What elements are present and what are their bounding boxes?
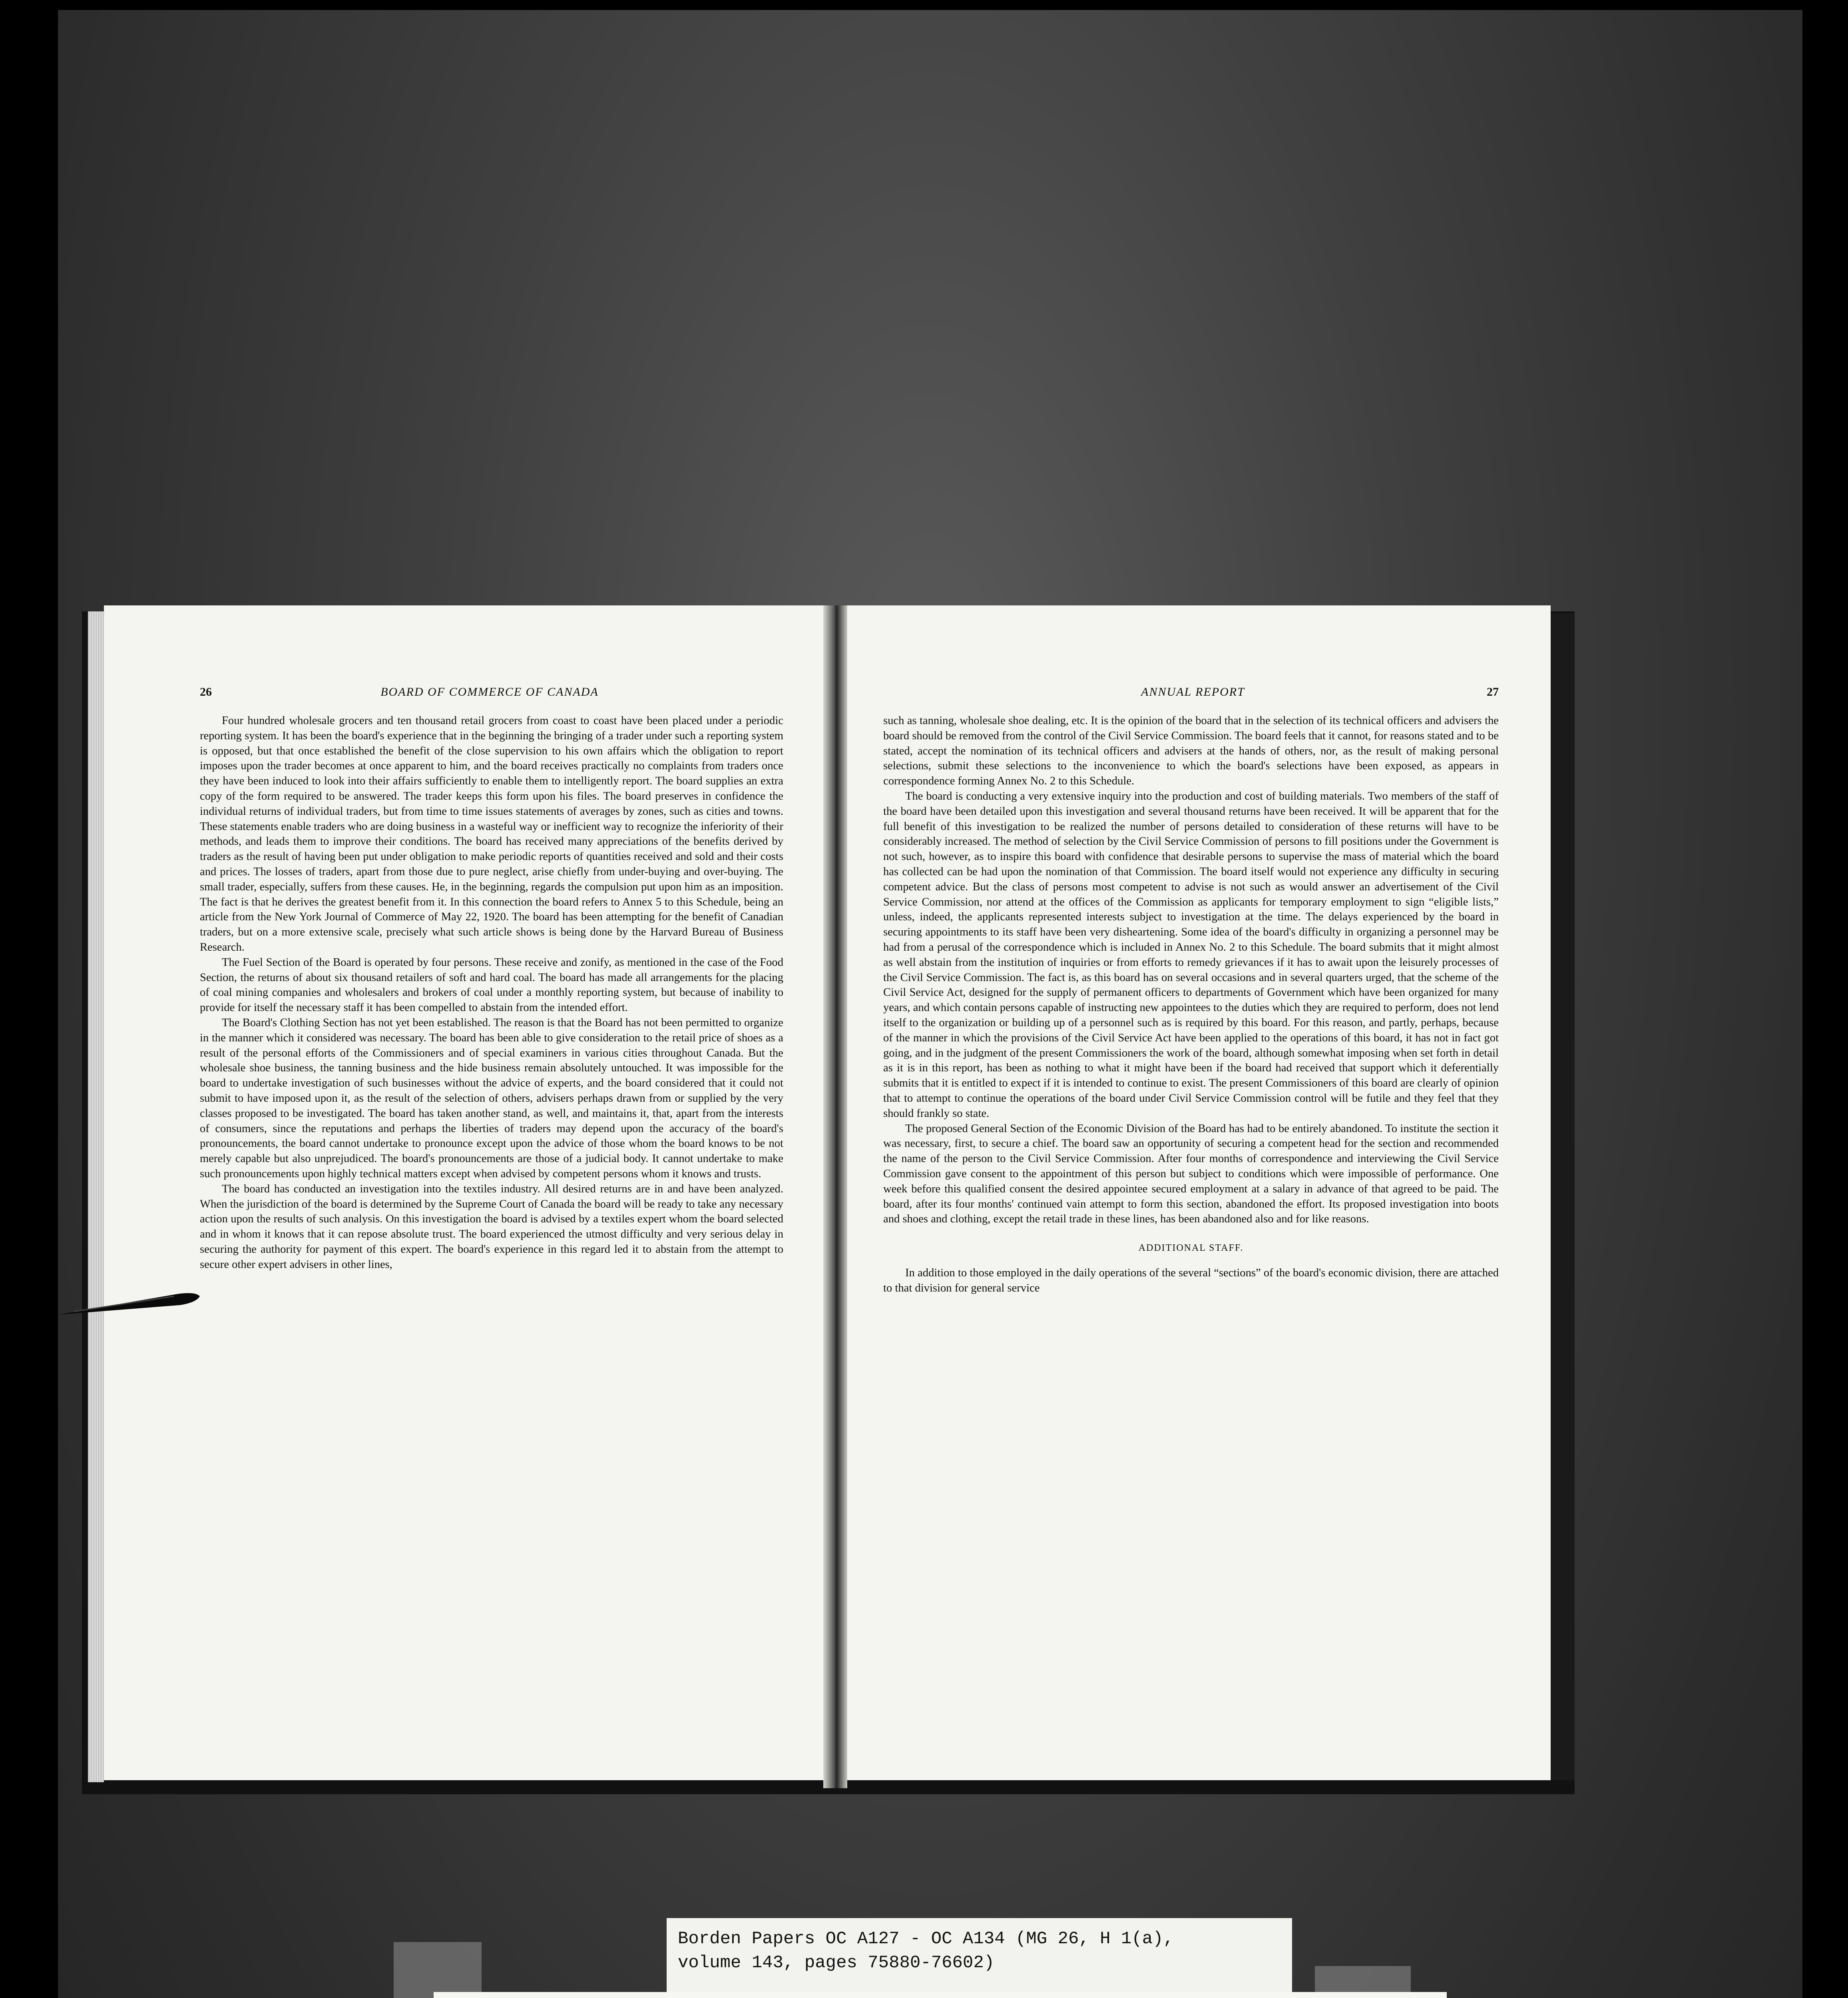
- reference-line-1: Borden Papers OC A127 - OC A134 (MG 26, H 1(a),: [678, 1929, 1174, 1949]
- right-running-head: [883, 685, 1499, 701]
- right-page-number: 27: [1486, 685, 1499, 699]
- book-cover-edge-right: [1551, 613, 1575, 1780]
- book-gutter: [823, 605, 847, 1788]
- right-page: [847, 605, 1551, 1780]
- left-paragraph: The Board's Clothing Section has not yet been established. The reason is that the Board has not been permitted to organize in the manner which it considered was necessary. The board has been able to give consideration to the retail price of shoes as a result of the personal efforts of the Commissioners and of special examiners in various cities throughout Canada. But the wholesale shoe business, the tanning business and the hide business remain absolutely untouched. It was impossible for the board to undertake investigation of such businesses without the advice of experts, and the board considered that it could not submit to have imposed upon it, as the result of the selection of others, advisers perhaps drawn from or supplied by the very classes proposed to be investigated. The board has taken another stand, as well, and maintains it, that, apart from the interests of consumers, since the reputations and perhaps the liberties of traders may depend upon the accuracy of the board's pronouncements, the board cannot undertake to pronounce except upon the advice of those whom the board knows to be not merely capable but also unprejudiced. The board's pronouncements are those of a judicial body. It cannot undertake to make such pronouncements upon highly technical matters except when advised by competent persons whom it knows and trusts.: [200, 1016, 783, 1180]
- left-paragraph: The Fuel Section of the Board is operated by four persons. These receive and zonify, as mentioned in the case of the Food Section, the returns of about six thousand retailers of soft and hard coal. The board has made all arrangements for the placing of coal mining companies and wholesalers and brokers of coal under a monthly reporting system, but because of inability to provide for itself the necessary staff it has been compelled to abstain from the intended effort.: [200, 956, 783, 1014]
- right-paragraph: such as tanning, wholesale shoe dealing, etc. It is the opinion of the board that in the selection of its technical officers and advisers the board should be removed from the control of the Civil Service Commission. The board feels that it cannot, for reasons stated and to be stated, accept the nomination of its technical officers and advisers at the hands of others, nor, as the result of making personal selections, submit these selections to the inconvenience to which the board's selections have been exposed, as appears in correspondence forming Annex No. 2 to this Schedule.: [883, 714, 1499, 788]
- left-page: [104, 605, 823, 1780]
- left-paragraph: The board has conducted an investigation into the textiles industry. All desired returns are in and have been analyzed. When the jurisdiction of the board is determined by the Supreme Court of Canada the board will be ready to take any necessary action upon the results of such analysis. On this investigation the board is advised by a textiles expert whom the board selected and in whom it knows that it can repose absolute trust. The board experienced the utmost difficulty and very serious delay in securing the authority for payment of this expert. The board's experience in this regard led it to abstain from the attempt to secure other expert advisers in other lines,: [200, 1182, 783, 1271]
- tape-strip-left: [394, 1942, 482, 1998]
- reference-line-2: volume 143, pages 75880-76602): [678, 1953, 995, 1973]
- reference-label: [667, 1918, 1292, 1994]
- left-body-text: [200, 713, 783, 1272]
- right-paragraph: In addition to those employed in the daily operations of the several “sections” of the board's economic division, there are attached to that division for general service: [883, 1267, 1499, 1294]
- pen-pointer-icon: [58, 1291, 202, 1319]
- archive-card: [434, 1992, 1447, 1998]
- section-heading: ADDITIONAL STAFF.: [1138, 1243, 1244, 1254]
- right-paragraph: The proposed General Section of the Economic Division of the Board has had to be entirely abandoned. To institute the section it was necessary, first, to secure a chief. The board saw an opportunity of securing a competent head for the section and recommended the name of the person to the Civil Service Commission. After four months of correspondence and interviewing the Civil Service Commission gave consent to the appointment of this person but subject to conditions which were impossible of performance. One week before this qualified consent the desired appointee secured employment at a salary in advance of that agreed to be paid. The board, after its four months' continued vain attempt to form this section, abandoned the effort. Its proposed investigation into boots and shoes and clothing, except the retail trade in these lines, has been abandoned also and for like reasons.: [883, 1122, 1499, 1226]
- left-running-title: BOARD OF COMMERCE OF CANADA: [380, 685, 599, 699]
- right-body-text: [883, 713, 1499, 1296]
- left-paragraph: Four hundred wholesale grocers and ten thousand retail grocers from coast to coast have been placed under a periodic reporting system. It has been the board's experience that in the beginning the bringing of a trader under such a reporting system is opposed, but that once established the benefit of the close supervision to his own affairs which the obligation to report imposes upon the trader becomes at once apparent to him, and the board receives practically no complaints from traders once they have been induced to look into their affairs sufficiently to enable them to intelligently report. The board supplies an extra copy of the form required to be answered. The trader keeps this form upon his files. The board preserves in confidence the individual returns of individual traders, but from time to time issues statements of averages by zones, such as cities and towns. These statements enable traders who are doing business in a wasteful way or inefficient way to recognize the inferiority of their methods, and leads them to improve their conditions. The board has received many appreciations of the benefits derived by traders as the result of having been put under obligation to make periodic reports of quantities received and sold and their costs and prices. The losses of traders, apart from those due to pure neglect, arise chiefly from under-buying and over-buying. The small trader, especially, suffers from these causes. He, in the beginning, regards the compulsion put upon him as an imposition. The fact is that he derives the greatest benefit from it. In this connection the board refers to Annex 5 to this Schedule, being an article from the New York Journal of Commerce of May 22, 1920. The board has been attempting for the benefit of Canadian traders, but on a more extensive scale, precisely what such article shows is being done by the Harvard Bureau of Business Research.: [200, 714, 783, 953]
- right-paragraph: The board is conducting a very extensive inquiry into the production and cost of building materials. Two members of the staff of the board have been detailed upon this investigation and several thousand returns have been received. It will be apparent that for the full benefit of this investigation to be realized the number of persons detailed to consideration of these returns will have to be considerably increased. The method of selection by the Civil Service Commission of persons to fill positions under the Government is not such, however, as to inspire this board with confidence that desirable persons to supervise the mass of material which the board has collected can be had upon the nomination of that Commission. The board itself would not experience any difficulty in securing competent advice. But the class of persons most competent to advise is not such as would answer an advertisement of the Civil Service Commission, nor attend at the offices of the Commission as applicants for temporary employment to sign “eligible lists,” unless, indeed, the applicants represented interests subject to investigation at the time. The delays experienced by the board in securing appointments to its staff have been very disheartening. Some idea of the board's difficulty in organizing a personnel may be had from a perusal of the correspondence which is included in Annex No. 2 to this Schedule. The board submits that it might almost as well abstain from the institution of inquiries or from efforts to remedy grievances if it has to await upon the leisurely processes of the Civil Service Commission. The fact is, as this board has on several occasions and in several quarters urged, that the scheme of the Civil Service Act, designed for the supply of permanent officers to departments of Government which have been organized for many years, and which contain persons capable of instructing new appointees to the duties which they are required to perform, does not lend itself to the organization or building up of a personnel such as is required by this board. For this reason, and partly, perhaps, because of the manner in which the provisions of the Civil Service Act have been applied to the operations of this board, it has not in fact got going, and in the judgment of the present Commissioners the work of the board, although somewhat imposing when set forth in detail as it is in this report, has been as nothing to what it might have been if the board had received that support which it deferentially submits that it is entitled to expect if it is intended to continue to exist. The present Commissioners of this board are clearly of opinion that to attempt to continue the operations of the board under Civil Service Commission control will be futile and they feel that they should frankly so state.: [883, 790, 1499, 1120]
- page-stack-edge-left: [88, 611, 104, 1782]
- left-running-head: [200, 685, 783, 701]
- right-running-title: ANNUAL REPORT: [1141, 685, 1245, 699]
- left-page-number: 26: [200, 685, 212, 699]
- open-book: [88, 605, 1575, 1788]
